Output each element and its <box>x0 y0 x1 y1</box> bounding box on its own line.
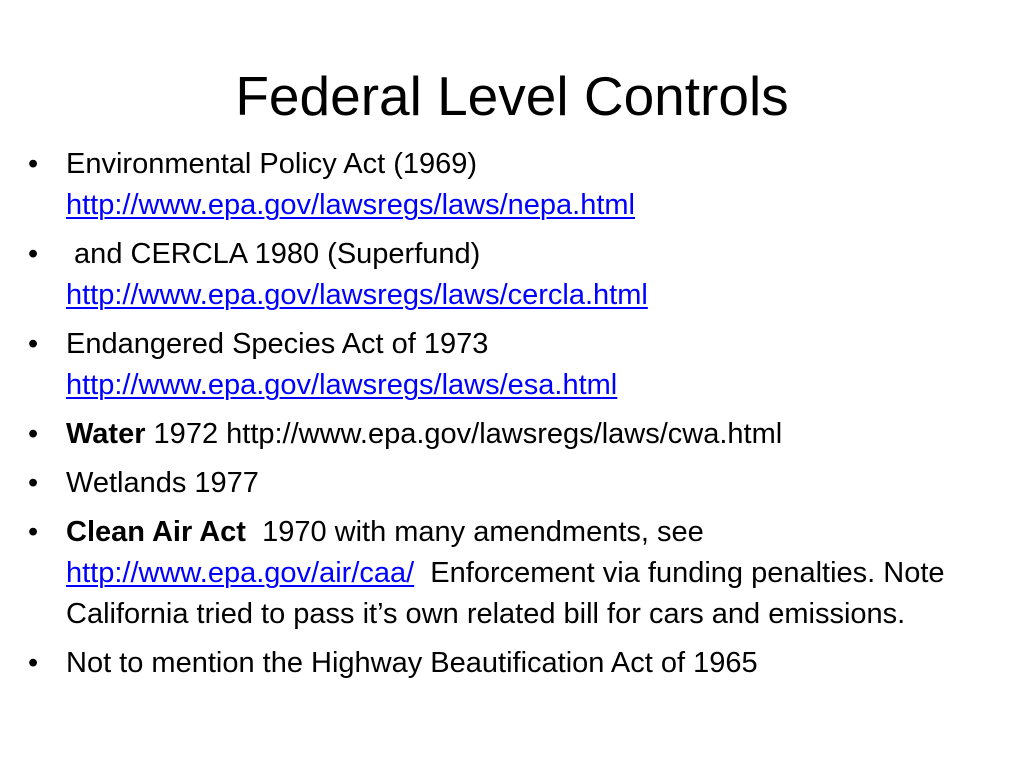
bullet-icon: • <box>28 238 39 270</box>
bullet-item-nepa <box>0 144 1010 226</box>
bullet-icon: • <box>28 467 39 499</box>
bullet-bold-label: Water <box>66 418 146 450</box>
bullet-list <box>0 144 1010 692</box>
bullet-text: 1972 http://www.epa.gov/lawsregs/laws/cwa.html <box>145 418 783 450</box>
bullet-icon: • <box>28 418 39 450</box>
bullet-item-esa <box>0 324 1010 406</box>
slide-title: Federal Level Controls <box>235 65 789 127</box>
bullet-icon: • <box>28 328 39 360</box>
bullet-text: Wetlands 1977 <box>66 467 259 499</box>
bullet-text: Endangered Species Act of 1973 <box>66 328 489 360</box>
bullet-icon: • <box>28 148 39 180</box>
bullet-text-continued: Enforcement via funding penalties. Note California tried to pass it’s own related bill for cars and emissions. <box>66 557 953 630</box>
clean-air-link[interactable]: http://www.epa.gov/air/caa/ <box>66 557 415 589</box>
bullet-text: Not to mention the Highway Beautification Act of 1965 <box>66 647 758 679</box>
bullet-text: 1970 with many amendments, see <box>245 516 704 548</box>
bullet-icon: • <box>28 647 39 679</box>
bullet-item-cercla <box>0 234 1010 316</box>
bullet-item-clean-air <box>0 512 1010 635</box>
bullet-text: and CERCLA 1980 (Superfund) <box>66 238 481 270</box>
esa-link[interactable]: http://www.epa.gov/lawsregs/laws/esa.html <box>66 369 618 401</box>
bullet-icon: • <box>28 516 39 548</box>
bullet-item-wetlands <box>0 463 1010 504</box>
cercla-link[interactable]: http://www.epa.gov/lawsregs/laws/cercla.html <box>66 279 648 311</box>
nepa-link[interactable]: http://www.epa.gov/lawsregs/laws/nepa.html <box>66 189 635 221</box>
bullet-text: Environmental Policy Act (1969) <box>66 148 478 180</box>
bullet-item-highway <box>0 643 1010 684</box>
bullet-bold-label: Clean Air Act <box>66 516 246 548</box>
bullet-item-water <box>0 414 1010 455</box>
